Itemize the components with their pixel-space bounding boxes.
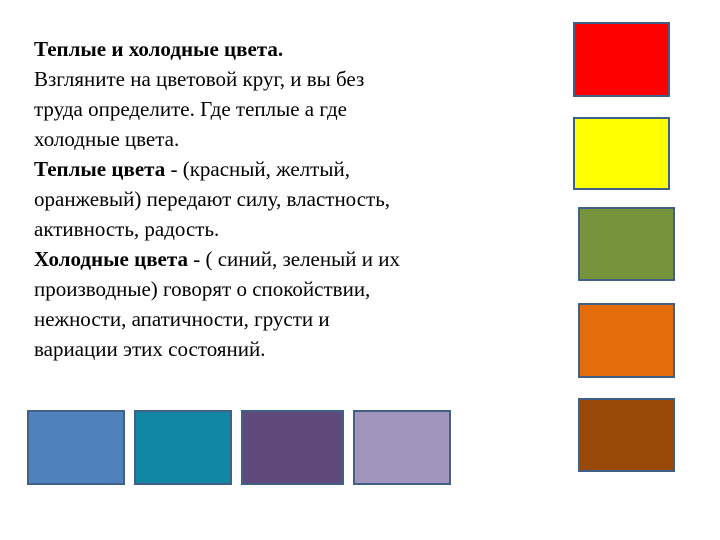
- cold-line-1-rest: - ( синий, зеленый и их: [187, 247, 400, 271]
- cold-line-2: производные) говорят о спокойствии,: [34, 277, 371, 301]
- brown-swatch: [578, 398, 675, 472]
- cold-line-1: [34, 244, 494, 274]
- warm-line-1: [34, 154, 494, 184]
- title: Теплые и холодные цвета.: [34, 37, 284, 61]
- intro-line-3: холодные цвета.: [34, 127, 180, 151]
- green-swatch: [578, 207, 675, 281]
- intro-line-1: Взгляните на цветовой круг, и вы без: [34, 67, 365, 91]
- orange-swatch: [578, 303, 675, 378]
- dark-purple-swatch: [241, 410, 344, 485]
- warm-line-3: активность, радость.: [34, 217, 220, 241]
- text-block: [34, 34, 494, 364]
- warm-line-1-rest: - (красный, желтый,: [165, 157, 350, 181]
- warm-line-2: оранжевый) передают силу, властность,: [34, 187, 391, 211]
- yellow-swatch: [573, 117, 670, 190]
- warm-colors-label: Теплые цвета: [34, 157, 166, 181]
- cold-colors-label: Холодные цвета: [34, 247, 188, 271]
- red-swatch: [573, 22, 670, 97]
- blue-swatch: [27, 410, 125, 485]
- cold-line-4: вариации этих состояний.: [34, 337, 266, 361]
- intro-line-2: труда определите. Где теплые а где: [34, 97, 347, 121]
- lavender-swatch: [353, 410, 451, 485]
- cold-line-3: нежности, апатичности, грусти и: [34, 307, 330, 331]
- teal-swatch: [134, 410, 232, 485]
